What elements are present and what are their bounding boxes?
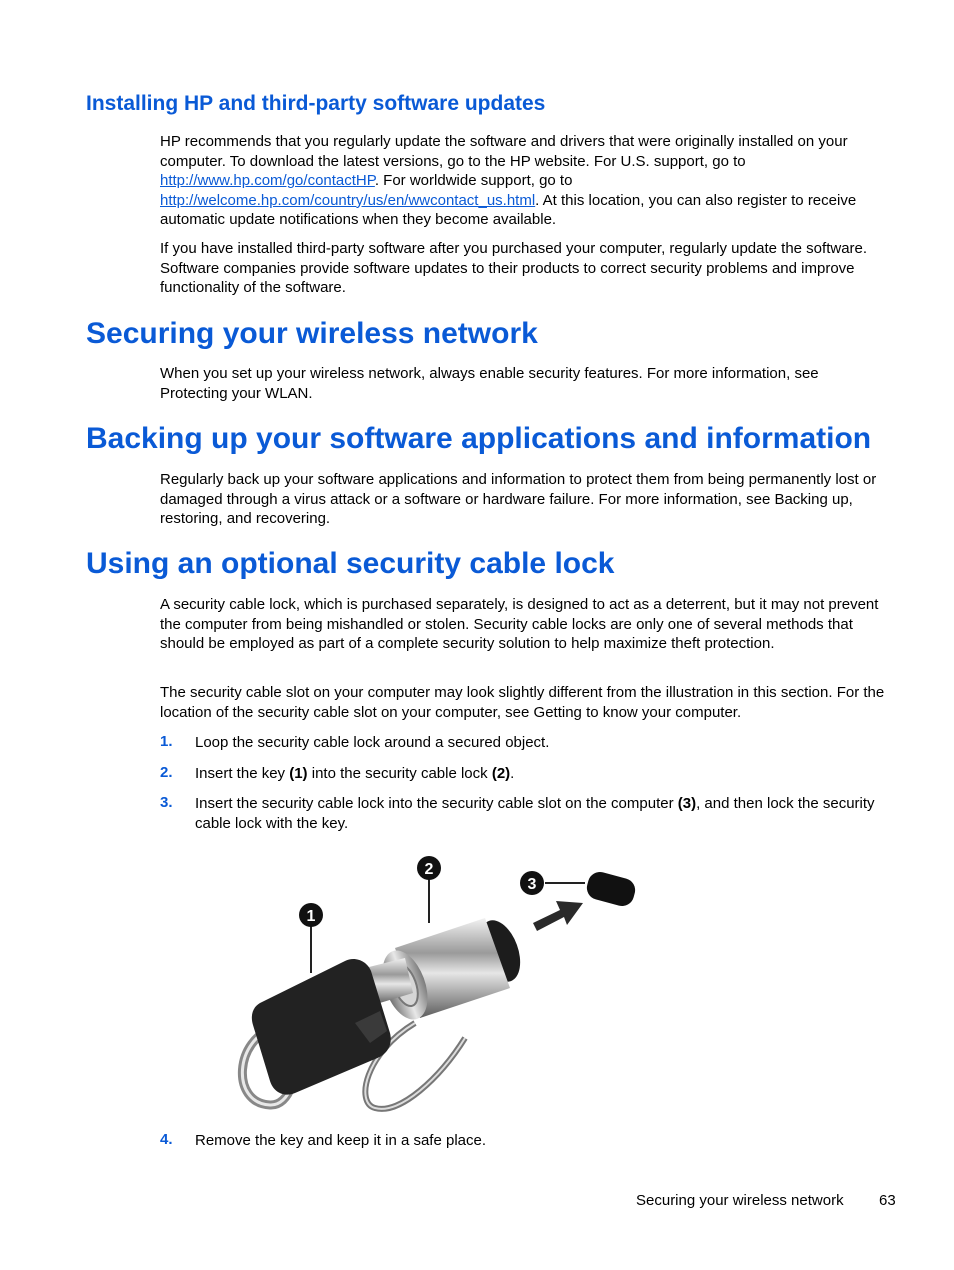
security-cable-slot bbox=[584, 869, 638, 908]
contacthp-link[interactable]: http://www.hp.com/go/contactHP bbox=[160, 172, 375, 190]
install-p1-text-2: . For worldwide support, go to bbox=[374, 172, 573, 190]
backup-paragraph-1: Regularly back up your software applications and information to protect them from being permanently lost or damaged through a virus attack or a software or hardware failure. For more information, see Backing up, restoring, and recovering. bbox=[160, 471, 877, 528]
footer-page-number: 63 bbox=[879, 1192, 896, 1209]
cable-lock-illustration bbox=[215, 853, 645, 1115]
step-3-callout-slot: (3) bbox=[677, 795, 697, 812]
step-3-text-a: Insert the security cable lock into the security cable slot on the computer bbox=[195, 795, 678, 812]
step-2-text-b: into the security cable lock bbox=[307, 765, 492, 782]
install-p1-text-3: . At this location, you can also register to receive automatic update notifications when they become available. bbox=[160, 191, 857, 229]
wireless-paragraph-1: When you set up your wireless network, always enable security features. For more information, see Protecting your WLAN. bbox=[160, 365, 819, 402]
callout-2-label: 2 bbox=[424, 861, 434, 878]
step-number-1: 1. bbox=[160, 733, 173, 750]
insert-arrow bbox=[533, 901, 583, 931]
step-3-text-b: , and then lock the security cable lock with the key. bbox=[195, 795, 875, 832]
section-heading-cable-lock: Using an optional security cable lock bbox=[86, 547, 615, 580]
step-4-text: Remove the key and keep it in a safe place. bbox=[195, 1132, 487, 1149]
cable-paragraph-1: A security cable lock, which is purchased separately, is designed to act as a deterrent, but it may not prevent the computer from being mishandled or stolen. Security cable locks are only one of several methods that should be employed as part of a complete security solution to help maximize theft protection. bbox=[160, 596, 879, 653]
step-number-3: 3. bbox=[160, 794, 173, 811]
step-text-4 bbox=[195, 1131, 885, 1151]
install-paragraph-1 bbox=[160, 132, 885, 230]
section-heading-wireless: Securing your wireless network bbox=[86, 317, 538, 350]
callout-3-label: 3 bbox=[527, 876, 537, 893]
step-1-text: Loop the security cable lock around a secured object. bbox=[195, 734, 550, 751]
step-text-3 bbox=[195, 794, 885, 833]
section-heading-backup: Backing up your software applications and information bbox=[86, 422, 872, 455]
install-paragraph-2: If you have installed third-party software after you purchased your computer, regularly update the software. Software companies provide software updates to their products to correct security problems and improve functionality of the software. bbox=[160, 240, 868, 297]
step-2-text-c: . bbox=[510, 765, 515, 782]
callout-1-label: 1 bbox=[306, 908, 316, 925]
step-text-1 bbox=[195, 733, 885, 753]
step-2-callout-lock: (2) bbox=[491, 765, 511, 782]
install-p1-text-1: HP recommends that you regularly update the software and drivers that were originally installed on your computer. To download the latest versions, go to the HP website. For U.S. support, go to bbox=[160, 133, 848, 170]
step-number-4: 4. bbox=[160, 1131, 173, 1148]
cable-paragraph-2: The security cable slot on your computer may look slightly different from the illustration in this section. For the location of the security cable slot on your computer, see Getting to know your computer. bbox=[160, 684, 885, 721]
section-heading-install: Installing HP and third-party software updates bbox=[86, 92, 546, 115]
step-2-callout-key: (1) bbox=[289, 765, 308, 782]
step-number-2: 2. bbox=[160, 764, 173, 781]
step-text-2 bbox=[195, 764, 885, 784]
step-2-text-a: Insert the key bbox=[195, 765, 290, 782]
footer-section-name: Securing your wireless network bbox=[636, 1192, 844, 1209]
worldwide-support-link[interactable]: http://welcome.hp.com/country/us/en/wwcontact_us.html bbox=[160, 191, 536, 209]
